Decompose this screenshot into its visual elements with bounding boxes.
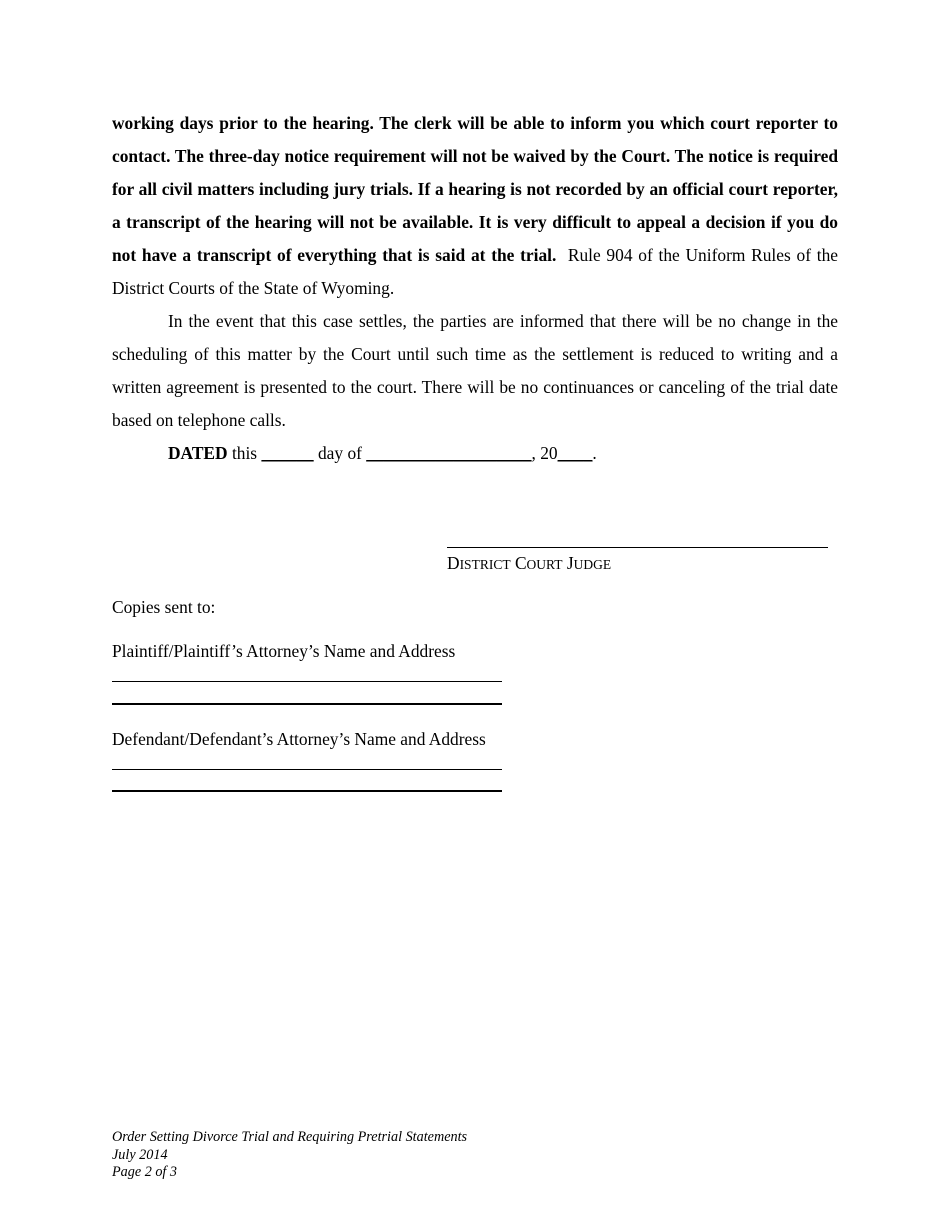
defendant-address-line-1[interactable]	[112, 769, 502, 770]
notice-bold-text: working days prior to the hearing. The clerk will be able to inform you which court reporter to contact. The three-day notice requirement will not be waived by the Court. The notice is required for all civil matters including jury trials. If a hearing is not recorded by an official court reporter, a transcript of the hearing will not be available. It is very difficult to appeal a decision if you do not have a transcript of everything that is said at the trial.	[112, 113, 838, 265]
plaintiff-address-line-2[interactable]	[112, 703, 502, 705]
notice-paragraph	[112, 107, 838, 305]
judge-word-court: COURT	[514, 553, 563, 573]
dated-day-of: day of	[317, 443, 362, 463]
dated-this: this	[231, 443, 258, 463]
footer-page-number: Page 2 of 3	[112, 1164, 178, 1180]
page-footer	[112, 1129, 467, 1182]
plaintiff-address-label: Plaintiff/Plaintiff’s Attorney’s Name and Address	[112, 641, 456, 661]
copies-sent-label: Copies sent to:	[112, 597, 216, 617]
judge-label	[447, 552, 611, 576]
judge-word-district: DISTRICT	[447, 553, 511, 573]
year-prefix: , 20	[531, 443, 558, 463]
judge-signature-line[interactable]	[447, 547, 828, 548]
footer-title: Order Setting Divorce Trial and Requiring Pretrial Statements	[112, 1129, 468, 1145]
month-blank[interactable]: ___________________	[366, 443, 532, 463]
plaintiff-address-line-1[interactable]	[112, 681, 502, 682]
defendant-address-line-2[interactable]	[112, 790, 502, 792]
footer-date: July 2014	[112, 1146, 168, 1163]
day-blank[interactable]: ______	[261, 443, 314, 463]
dated-period: .	[592, 443, 597, 463]
dated-line	[168, 437, 597, 470]
defendant-address-label: Defendant/Defendant’s Attorney’s Name and Address	[112, 729, 486, 749]
year-blank[interactable]: ____	[557, 443, 593, 463]
dated-label: DATED	[168, 443, 228, 463]
judge-word-judge: JUDGE	[566, 553, 612, 573]
rule-reference-text: Rule 904 of the Uniform Rules of the District Courts of the State of Wyoming.	[112, 245, 838, 298]
settlement-paragraph: In the event that this case settles, the parties are informed that there will be no change in the scheduling of this matter by the Court until such time as the settlement is reduced to writing and a written agreement is presented to the court. There will be no continuances or canceling of the trial date based on telephone calls.	[112, 311, 838, 430]
